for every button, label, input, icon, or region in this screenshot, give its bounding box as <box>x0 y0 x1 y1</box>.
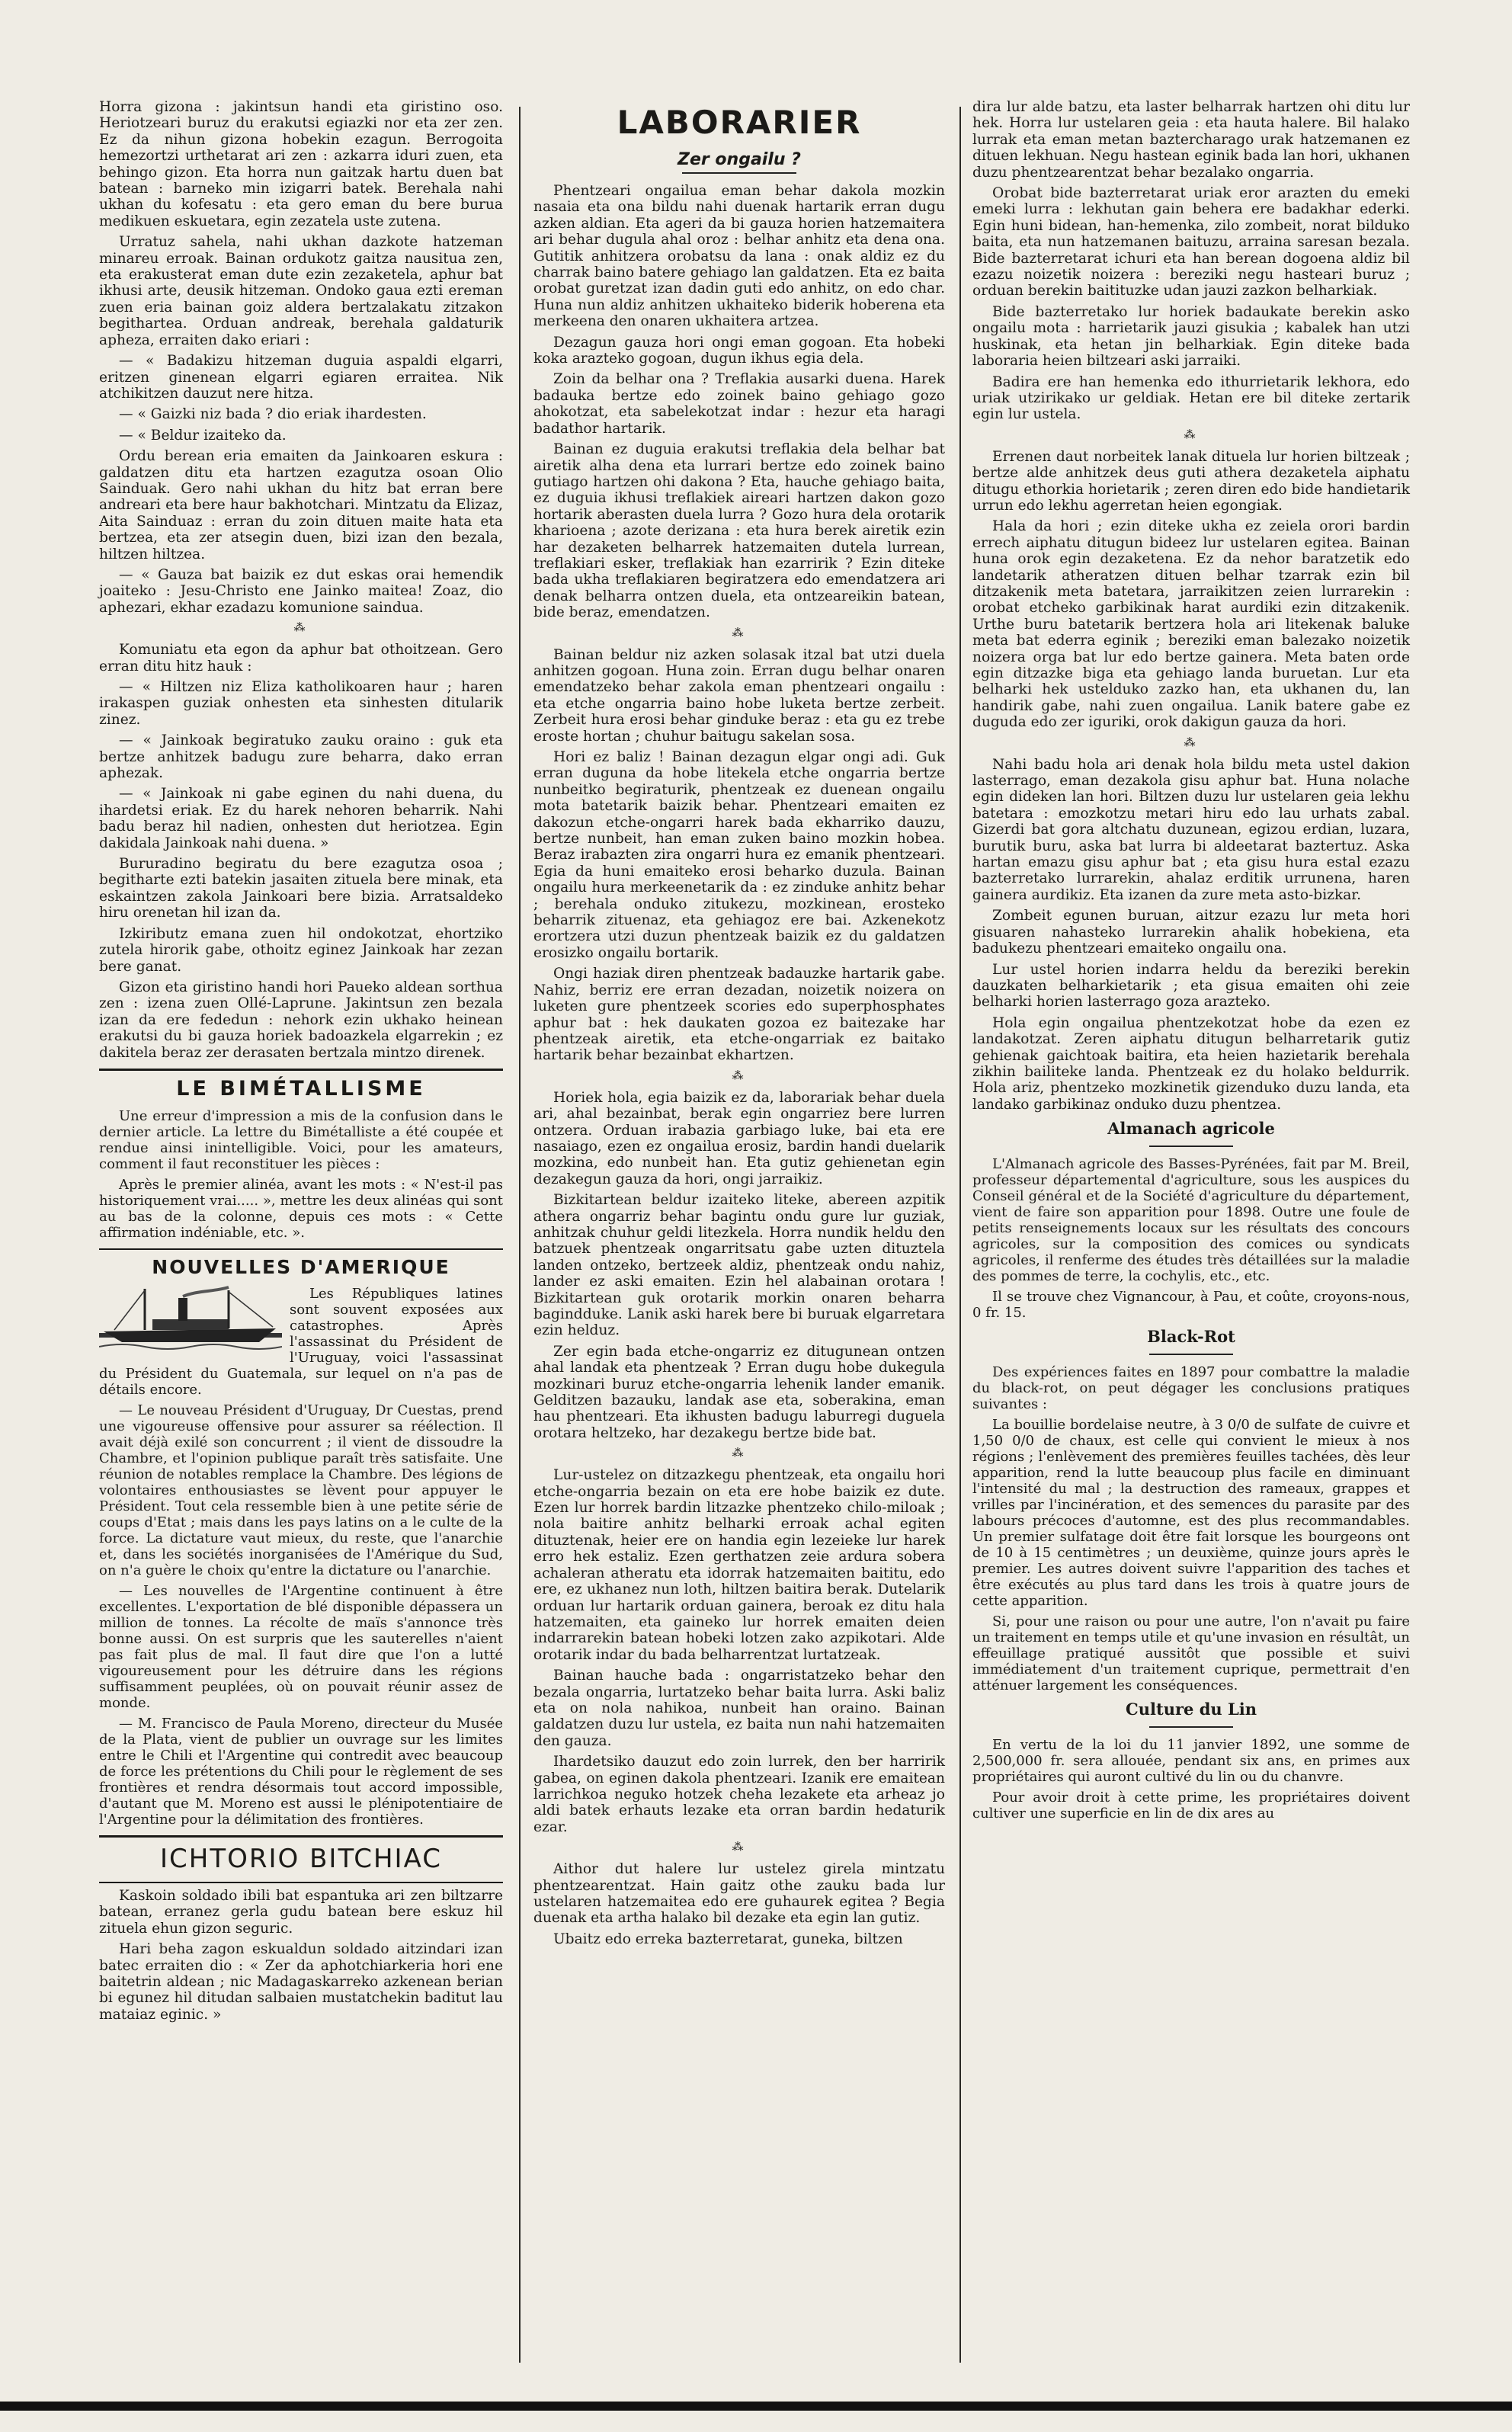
paragraph: Les Républiques latines sont souvent exposées aux catastrophes. Après l'assassinat du Président de l'Uruguay, voici l'assassinat du Président du Guatemala, sur lequel on n'a pas de détails encore. <box>99 1285 503 1398</box>
paragraph: Gizon eta giristino handi hori Paueko aldean sorthua zen : izena zuen Ollé-Laprune. Jakintsun zen bezala izan da ere fededun : nehork ezin ukhako heinean erakutsi du bi gauza horiek badoazkela elgarrekin ; ez dakitela beraz zer derasaten bertzala mintzo direnek. <box>99 979 503 1061</box>
paragraph: — « Gaizki niz bada ? dio eriak ihardesten. <box>119 406 427 423</box>
title-rule <box>1149 1726 1233 1728</box>
title-rule <box>1149 1146 1233 1147</box>
paragraph: Bururadino begiratu du bere ezagutza osoa ; begitharte ezti batekin jasaiten zituela bere minak, eta eskaintzen zakola Jainkoari bere bizia. Arratsaldeko hiru orenetan hil izan da. <box>99 856 503 921</box>
paragraph: Dezagun gauza hori ongi eman gogoan. Eta hobeki koka arazteko gogoan, dugun ikhus egia dela. <box>533 334 945 367</box>
paragraph: Zer egin bada etche-ongarriz ez ditugunean ontzen ahal landak eta phentzeak ? Erran dugu hobe dukegula mozkinari buruz etche-ongarria lehenik lander emanik. Gelditzen bazauku, landak ase eta, soberakina, eman hau phentzeari. Eta ikhusten badugu laburregi duguela orotara heltzeko, har dezakegu bertze bide bat. <box>533 1343 945 1441</box>
laborarier-subtitle: Zer ongailu ? <box>678 150 801 169</box>
page-bottom-border <box>0 2402 1512 2411</box>
paragraph: Bainan ez duguia erakutsi treflakia dela belhar bat airetik alha dena eta lurrari bertze edo zoinek baino gutiago hartzen ohi dakona ? Eta, hauche gehiago baita, ez duguia ikhusi treflakiek aireari hartzen dakon gozo hortarik aberasten duela lurra ? Gozo hura dela orotarik kharioena ; azote derizana : eta hura berek airetik ezin har dezaketen belharrek hatzemaiten dutela lurrean, treflakiari esker, treflakiak han ezarririk ? Ezin diteke bada ukha treflakiaren begiratzera edo emendatzera ari denak belharra ontzen duela, eta ontzeareikin batean, bide beraz, emendatzen. <box>533 441 945 621</box>
paragraph: Hari beha zagon eskualdun soldado aitzindari izan batec erraiten dio : « Zer da aphotchiarkeria hori ene baitetrin aldean ; nic Madagaskarreko azkenean berian bi egunez hil ditudan salbaien mustatchekin baditut lau mataiaz eginic. » <box>99 1941 503 2023</box>
paragraph: Des expériences faites en 1897 pour combattre la maladie du black-rot, on peut dégager les conclusions pratiques suivantes : <box>972 1364 1410 1413</box>
almanach-title: Almanach agricole <box>1107 1119 1275 1139</box>
paragraph: — Le nouveau Président d'Uruguay, Dr Cuestas, prend une vigoureuse offensive pour assurer sa réélection. Il avait déjà exilé son concurrent ; il vient de dissoudre la Chambre, et l'opinion publique paraît très satisfaite. Une réunion de notables remplace la Chambre. Des légions de volontaires enthousiastes se lèvent pour appuyer le Président. Tout cela ressemble bien à une petite série de coups d'Etat ; mais dans les pays latins on a le culte de la force. La dictature vaut mieux, du reste, que l'anarchie et, dans les sociétés inorganisées de l'Amérique du Sud, on n'a guère le choix qu'entre la dictature ou l'anarchie. <box>99 1402 503 1578</box>
lin-article <box>972 1737 1410 1822</box>
nouvelles-article <box>99 1286 503 1828</box>
blackrot-article <box>972 1364 1410 1693</box>
paragraph: Si, pour une raison ou pour une autre, l'on n'avait pu faire un traitement en temps utile et qu'une invasion en résultât, un effeuillage pratiqué aussitôt que possible et suivi immédiatement d'un traitement cuprique, permettrait d'en atténuer largement les conséquences. <box>972 1613 1410 1694</box>
paragraph: Bide bazterretako lur horiek badaukate berekin asko ongailu mota : harrietarik jauzi gisukia ; kabalek han utzi huskinak, eta hetan jin belharkiak. Egin diteke bada laboraria heien biltzeari aski jarraiki. <box>972 303 1410 370</box>
steamship-icon <box>99 1286 282 1351</box>
paragraph: Bizkitartean beldur izaiteko liteke, abereen azpitik athera ongarriz behar bagintu ondu gure lur guziak, anhitzak chuhur geldi litezkela. Horra nundik heldu den batzuek phentzeak ongarritsatu gabe uzten dituztela landen ontzeko, bertzeek aldiz, phentzeak ondu nahiz, lander ez aski emaiten. Ezin hel alabainan orotara ! Bizkitartean guk orotarik morkin onaren beharra bagindduke. Lanik aski harek bere bi buruak elgarretara ezin helduz. <box>533 1192 945 1339</box>
paragraph: Badira ere han hemenka edo ithurrietarik lekhora, edo uriak utzirikako ur geldiak. Hetan ere bil diteke zertarik egin lur ustela. <box>972 373 1410 423</box>
paragraph: Errenen daut norbeitek lanak dituela lur horien biltzeak ; bertze alde anhitzek deus guti athera dezaketela aiphatu ditugu ethorkia horietarik ; zeren diren edo bide handietarik urrun edo lekhu agerretan heien egongiak. <box>972 448 1410 514</box>
column-middle <box>533 99 945 1952</box>
section-separator-icon: ⁂ <box>732 1068 747 1082</box>
section-separator-icon: ⁂ <box>732 1840 747 1854</box>
section-separator-icon: ⁂ <box>293 620 309 635</box>
paragraph: Hala da hori ; ezin diteke ukha ez zeiela orori bardin errech aiphatu ditugun bideez lur ustelaren egitea. Bainan huna orok egin dezaketena. Ez da nehor baratzetik edo landetarik atheratzen dituen belhar tzarrak ezin bil ditzakenik meta batetara, jarraikitzen zeien lurrarekin : orobat etcheko garbikinak harat aurdiki ezin ditzakenik. Urthe buru batetarik bertzera hola ari litekenak baluke meta bat ederra eginik ; bereziki eman balezako noizetik noizera orga bat lur edo bertze gainera. Meta baten orde egin ditzazke biga eta gehiago landa buruetan. Lur eta belharki hek ustelduko zazko han, eta ukhanen du, lan handirik gabe, nahi zuen ongailua. Lanik batere gabe ez duguda edo zer iguriki, orok dakigun gauza da hori. <box>972 518 1410 731</box>
paragraph: Pour avoir droit à cette prime, les propriétaires doivent cultiver une superficie en lin de dix ares au <box>972 1790 1410 1822</box>
paragraph: — « Hiltzen niz Eliza katholikoaren haur ; haren irakaspen guziak onhesten eta sinhesten ditularik zinez. <box>99 679 503 728</box>
section-separator-icon: ⁂ <box>732 625 747 639</box>
paragraph: Lur ustel horien indarra heldu da bereziki berekin dauzkaten belharkietarik ; eta gisua emaiten ohi zeie belharki horien lasterrago goza arazteko. <box>972 961 1410 1011</box>
paragraph: Bainan hauche bada : ongarristatzeko behar den bezala ongarria, lurtatzeko behar baita lurra. Aski baliz eta on nola nahikoa, nunbeit han oraino. Bainan galdatzen duzu lur ustela, ez baita nun nahi hatzemaiten den gauza. <box>533 1668 945 1749</box>
section-separator-icon: ⁂ <box>1184 427 1199 441</box>
column-divider <box>519 107 521 2363</box>
paragraph: Hola egin ongailua phentzekotzat hobe da ezen ez landakotzat. Zeren aiphatu ditugun belharretarik gutiz gehienak gaichtoak baitira, eta heien hazietarik berehala zikhin bailiteke landa. Phentzeak ez du holako beldurrik. Hola ariz, phentzeko mozkinetik gizenduko duzu landa, eta landako garbikinaz onduko duzu phentzea. <box>972 1014 1410 1113</box>
paragraph: Komuniatu eta egon da aphur bat othoitzean. Gero erran ditu hitz hauk : <box>99 642 503 674</box>
paragraph: En vertu de la loi du 11 janvier 1892, une somme de 2,500,000 fr. sera allouée, pendant six ans, en primes aux propriétaires qui auront cultivé du lin ou du chanvre. <box>972 1737 1410 1786</box>
paragraph: Orobat bide bazterretarat uriak eror arazten du emeki emeki lurra : lekhutan gain behera ere badakhar ederki. Egin huni bidean, han-hemenka, zilo zombeit, norat bilduko baita, eta nun hatzemanen baituzu, arraina saresan bezala. Bide bazterretarat ichuri eta han berean dogoena aldiz bil ezazu noizetik noizera : bereziki negu hasteari buruz ; orduan berekin baitituzke udan jauzi zazkon belharkiak. <box>972 185 1410 300</box>
paragraph: — M. Francisco de Paula Moreno, directeur du Musée de la Plata, vient de publier un ouvrage sur les limites entre le Chili et l'Argentine qui contredit avec beaucoup de force les prétentions du Chili pour le règlement de ses frontières et rendra désormais tout accord impossible, d'autant que M. Moreno est aussi le plénipotentiaire de l'Argentine pour la délimitation des frontières. <box>99 1715 503 1828</box>
paragraph: Hori ez baliz ! Bainan dezagun elgar ongi adi. Guk erran duguna da hobe litekela etche ongarria bertze nunbeitko begiraturik, phentzeak ez duenean ongailu mota batetarik baizik behar. Phentzeari emaiten ez dakozun etche-ongarri harek bada ekharriko dauzu, bertze nunbeit, han eman zuken baino mozkin hobea. Beraz irabazten zira ongarri hura ez emanik phentzeari. Egia da huni emaiteko erosi beharko duzula. Bainan ongailu hura merkeenetarik da : ez zinduke anhitz behar ; berehala onduko zitukezu, mozkinean, erosteko beharrik zituenaz, eta gehiagoz ere bai. Azkenekotz erortzera utzi duzun phentzeak baizik ez du galdatzen erosizko ongailu bortarik. <box>533 749 945 961</box>
paragraph: Horra gizona : jakintsun handi eta giristino oso. Heriotzeari buruz du erakutsi egiazki nor eta zer zen. Ez da nihun gizona hobekin ezagun. Berrogoita hemezortzi urthetarat ari zen : azkarra iduri zuen, eta behingo gizon. Eta horra nun gaitzak hartu duen bat batean : barneko min izigarri batek. Berehala nahi ukhan du kofesatu : eta gero eman du bere burua medikuen eskuetara, egin zezatela uste zutena. <box>99 99 503 229</box>
paragraph: — Les nouvelles de l'Argentine continuent à être excellentes. L'exportation de blé disponible dépassera un million de tonnes. La récolte de maïs s'annonce très bonne aussi. On est surpris que les sauterelles n'aient pas fait plus de mal. Il faut dire que l'on a lutté vigoureusement pour les détruire dans les régions suffisamment peuplées, où on pouvait réunir assez de monde. <box>99 1582 503 1711</box>
almanach-article <box>972 1156 1410 1321</box>
paragraph: Phentzeari ongailua eman behar dakola mozkin nasaia eta ona bildu nahi duenak hartarik erran dugu azken aldian. Eta ageri da bi gauza horien hatzemaitera ari behar dugula ahal oroz : belhar anhitz eta dena ona. Gutitik anhitzera orobatsu da lana : onak aldiz ez du charrak baino batere gehiago lan galdatzen. Eta ez baita orobat guretzat izan dadin guti edo anhitz, on edo char. Huna nun aldiz anhitzen ukhaiteko biderik hoberena eta merkeena den onaren ukhaitera artzea. <box>533 183 945 330</box>
section-separator-icon: ⁂ <box>732 1446 747 1460</box>
paragraph: L'Almanach agricole des Basses-Pyrénées, fait par M. Breil, professeur départemental d'agriculture, sous les auspices du Conseil général et de la Société d'agriculture du département, vient de faire son apparition pour 1898. Outre une foule de petits renseignements locaux sur les résultats des concours agricoles, sur la composition des comices ou syndicats agricoles, il renferme des études très détaillées sur la maladie des pommes de terre, la cochylis, etc., etc. <box>972 1156 1410 1285</box>
paragraph: Il se trouve chez Vignancour, à Pau, et coûte, croyons-nous, 0 fr. 15. <box>972 1289 1410 1322</box>
paragraph: — « Beldur izaiteko da. <box>119 427 287 444</box>
paragraph: Zombeit egunen buruan, aitzur ezazu lur meta hori gisuaren nahasteko lurrarekin ahalik hobekiena, eta badukezu phentzeari emaiteko ongailu ona. <box>972 908 1410 957</box>
section-rule <box>99 1248 503 1250</box>
paragraph: Une erreur d'impression a mis de la confusion dans le dernier article. La lettre du Bimétalliste a été coupée et rendue ainsi inintelligible. Voici, pour les amateurs, comment il faut reconstituer les pièces : <box>99 1107 503 1172</box>
paragraph: Ongi haziak diren phentzeak badauzke hartarik gabe. Nahiz, berriz ere erran dezadan, noizetik noizera on luketen gure phentzeek scories edo superphosphates aphur bat : hek daukaten gozoa ez baitezake har phentzeak airetik, eta etche-ongarriak ez baitako hartarik behar bezainbat ekhartzen. <box>533 966 945 1064</box>
bimetallisme-article <box>99 1108 503 1241</box>
paragraph: La bouillie bordelaise neutre, à 3 0/0 de sulfate de cuivre et 1,50 0/0 de chaux, est celle qui convient le mieux à nos régions ; l'enlèvement des premières feuilles tachées, dès leur apparition, rend la lutte beaucoup plus facile en diminuant l'intensité du mal ; la destruction des rameaux, grappes et vrilles par l'incinération, et des semences du parasite par des labours précoces d'automne, est des plus recommandables. Un premier sulfatage doit être fait lorsque les bourgeons ont de 10 à 15 centimètres ; un deuxième, quinze jours après le premier. Les autres doivent suivre l'apparition des taches et être exécutés au plus tard dans les trois à quatre jours de cette apparition. <box>972 1417 1410 1610</box>
paragraph: dira lur alde batzu, eta laster belharrak hartzen ohi ditu lur hek. Horra lur ustelaren geia : eta hauta halere. Bil halako lurrak eta eman metan baztercharago urak hatzemanen ez dituen lekhuan. Negu hastean eginik bada lan hori, ukhanen duzu phentzearentzat behar bezalako ongarria. <box>972 99 1410 181</box>
paragraph: Kaskoin soldado ibili bat espantuka ari zen biltzarre batean, erranez gerla gudu batean bere eskuz hil zituela ehun gizon seguric. <box>99 1887 503 1937</box>
column-left <box>99 99 503 2027</box>
bimetallisme-title: LE BIMÉTALLISME <box>176 1076 426 1101</box>
obituary-article <box>99 99 503 1061</box>
paragraph: Ordu berean eria emaiten da Jainkoaren eskura : galdatzen ditu eta hartzen ezagutza osoan Olio Sainduak. Gero nahi ukhan du hitz bat erran bere andreari eta bere haur bakhotchari. Mintzatu da Elizaz, Aita Sainduaz : erran du zoin dituen maite hata eta bertzea, eta zer atsegin duen, bizi izan den bezala, hiltzen hiltzea. <box>99 448 503 562</box>
section-rule <box>99 1882 503 1883</box>
paragraph: Bainan beldur niz azken solasak itzal bat utzi duela anhitzen gogoan. Huna zoin. Erran dugu belhar onaren emendatzeko behar zakola eman phentzeari ongailu : eta etche ongarria baino hobe luketa bertze zerbeit. Zerbeit hura erosi behar ginduke beraz : eta gu ez trebe eroste hortan ; chuhur baitugu sakelan sosa. <box>533 646 945 745</box>
paragraph: Urratuz sahela, nahi ukhan dazkote hatzeman minareu erroak. Bainan ordukotz gaitza nausitua zen, eta erakusterat eman dute ezin zezaketela, aphur bat ikhusi arte, deusik hitzeman. Ondoko gaua ezti ereman zuen eria bainan goiz aldera bertzalakatu zitzakon begithartea. Orduan andreak, berehala galdaturik apheza, erraiten dako eriari : <box>99 234 503 348</box>
lin-title: Culture du Lin <box>1126 1700 1257 1719</box>
paragraph: Zoin da belhar ona ? Treflakia ausarki duena. Harek badauka bertze edo zoinek baino gehiago gozo ahokotzat, eta sabelekotzat indar : hezur eta haragi badathor hartarik. <box>533 371 945 437</box>
paragraph: Ubaitz edo erreka bazterretarat, guneka, biltzen <box>553 1931 903 1947</box>
column-divider <box>959 107 961 2363</box>
section-separator-icon: ⁂ <box>1184 735 1199 749</box>
paragraph: — « Jainkoak begiratuko zauku oraino : guk eta bertze anhitzek badugu zure beharra, dako erran aphezak. <box>99 732 503 782</box>
paragraph: Lur-ustelez on ditzazkegu phentzeak, eta ongailu hori etche-ongarria bezain on eta ere hobe baizik ez dute. Ezen lur horrek bardin litzazke phentzeko chilo-miloak ; nola baitire anhitz belharki erroak achal egiten dituztenak, heier ere on handia egin lezeieke lur harek erro hek estaliz. Ezen gerthatzen zeie ardura sobera achaleran atheratu eta idorrak hatzemaiten baititu, edo ere, ez ukhanez nun loth, hiltzen baitira berak. Dutelarik orduan lur hartarik orduan gainera, beroak ez ditu hala hatzemaiten, eta gaineko lur horrek emaiten deien indarrarekin batean hobeki lotzen zako azpikotari. Alde orotarik indar du bada belharrentzat lurtatzeak. <box>533 1467 945 1663</box>
paragraph: — « Jainkoak ni gabe eginen du nahi duena, du ihardetsi eriak. Ez du harek nehoren beharrik. Nahi badu beraz hil nadien, onhesten dut heriotzea. Egin dakidala Jainkoak nahi duena. » <box>99 786 503 851</box>
paragraph: Izkiributz emana zuen hil ondokotzat, ehortziko zutela hirorik gabe, othoitz eginez Jainkoak har zezan bere ganat. <box>99 925 503 975</box>
paragraph: — « Gauza bat baizik ez dut eskas orai hemendik joaiteko : Jesu-Christo ene Jainko maitea! Zoaz, dio aphezari, ekhar ezadazu komunione saindua. <box>99 566 503 616</box>
newspaper-page <box>99 99 1410 2363</box>
blackrot-title: Black-Rot <box>1147 1327 1235 1347</box>
ichtorio-title: ICHTORIO BITCHIAC <box>160 1843 442 1874</box>
section-rule <box>99 1835 503 1838</box>
title-rule <box>682 172 796 174</box>
title-rule <box>1149 1354 1233 1355</box>
ichtorio-article <box>99 1888 503 2023</box>
paragraph: Aithor dut halere lur ustelez girela mintzatu phentzearentzat. Hain gaitz othe zauku bada lur ustelaren hatzemaitea edo ere guhaurek egitea ? Begia duenak eta artha halako bil dezake eta egin lan gutiz. <box>533 1861 945 1927</box>
paragraph: — « Badakizu hitzeman duguia aspaldi elgarri, eritzen ginenean elgarri egiaren erraitea. Nik atchikitzen dauzut nere hitza. <box>99 353 503 402</box>
nouvelles-title: NOUVELLES D'AMERIQUE <box>152 1255 450 1278</box>
paragraph: Après le premier alinéa, avant les mots : « N'est-il pas historiquement vrai..... », mettre les deux alinéas qui sont au bas de la colonne, depuis ces mots : « Cette affirmation indéniable, etc. ». <box>99 1176 503 1241</box>
section-rule <box>99 1069 503 1071</box>
paragraph: Ihardetsiko dauzut edo zoin lurrek, den ber harririk gabea, on eginen dakola phentzeari. Izanik ere emaitean larrichkoa neguko hotzek cheha lezakete eta arheaz jo aldi batek erhauts lezake eta orran bardin hedaturik ezar. <box>533 1754 945 1835</box>
laborarier-title: LABORARIER <box>617 104 862 141</box>
paragraph: Nahi badu hola ari denak hola bildu meta ustel dakion lasterrago, eman dezakola gisu aphur bat. Huna nolache egin dideken lan hori. Biltzen duzu lur ustelaren geia lekhu batetara : emozkotzu metari hiru edo lau urhats zabal. Gizerdi bat gora altchatu duzunean, egizou erdian, luzara, burutik buru, aska bat lurra bi aldeetarat baztertuz. Aska hartan emazu gisu aphur bat ; eta gisu hura estal ezazu bazterretako lurrarekin, ahalaz erditik urrunena, haren gainera aurdikiz. Eta izanen da zure meta asto-bizkar. <box>972 756 1410 903</box>
paragraph: Horiek hola, egia baizik ez da, laborariak behar duela ari, ahal bezainbat, berak egin ongarriez bere lurren ontzera. Orduan irabazia garbiago luke, bai eta ere nasaiago, ezen ez ongailua erosiz, bardin handi duelarik mozkina, edo nunbeit han. Eta gutiz gehienetan egin dezakegun gauza da hori, ongi jarraikiz. <box>533 1089 945 1187</box>
column-right <box>972 99 1410 1826</box>
